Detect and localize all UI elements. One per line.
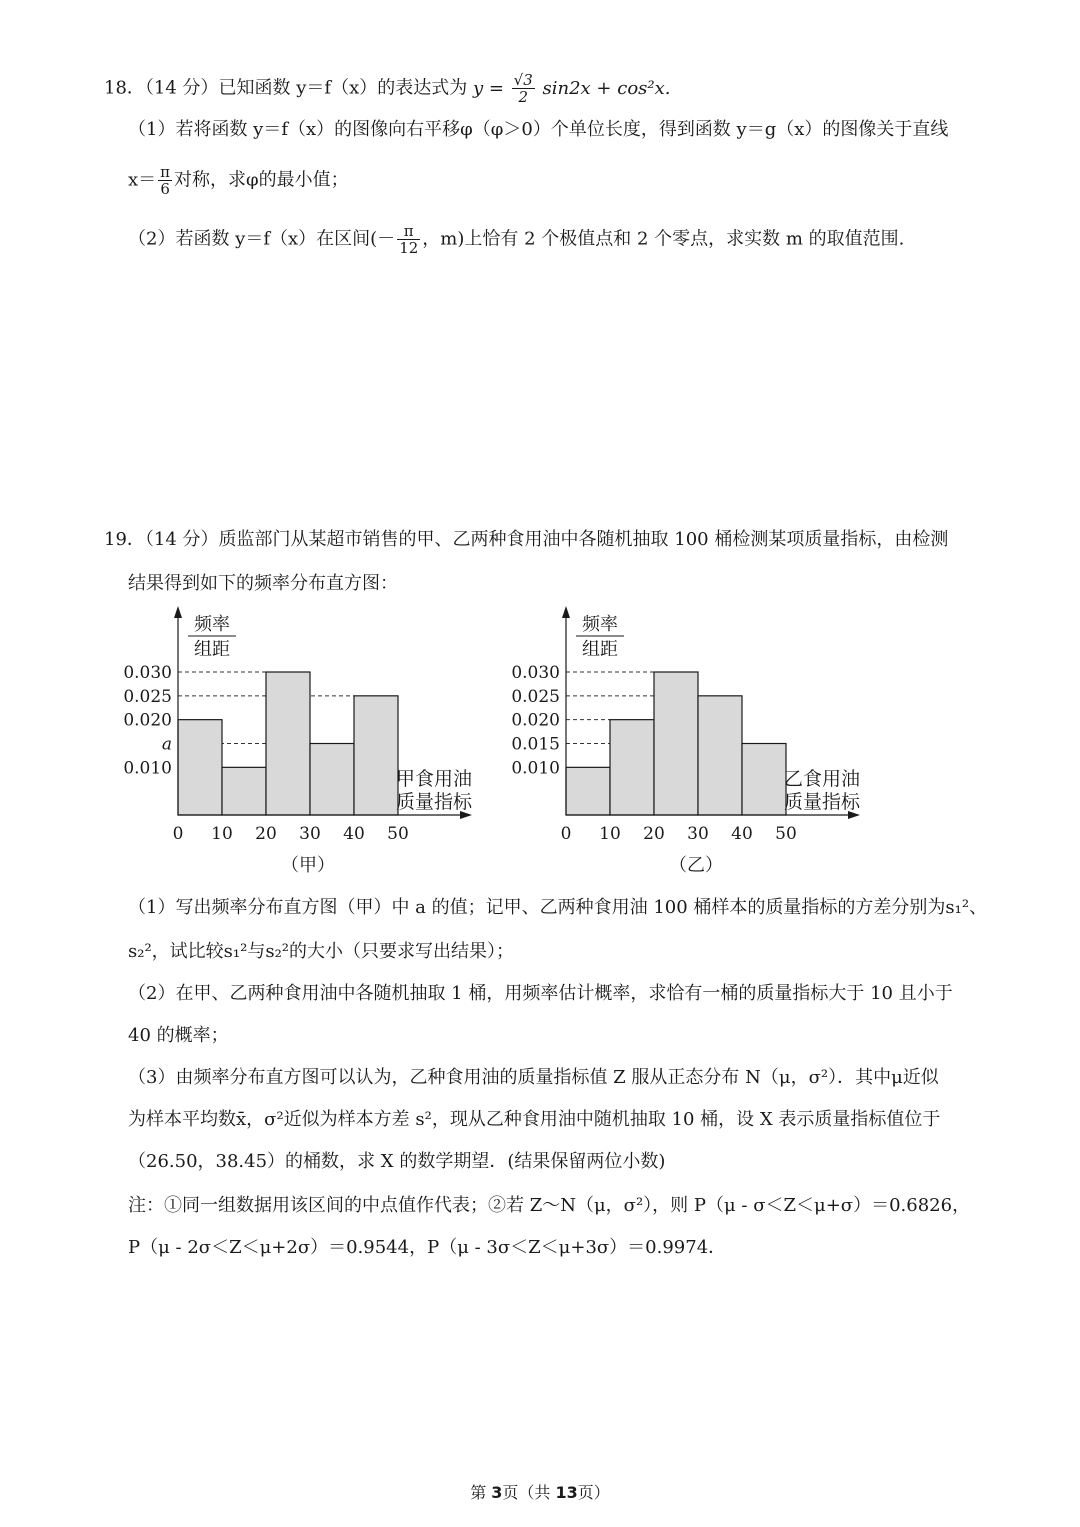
y-axis-arrow — [562, 606, 570, 618]
footer-pre: 第 — [470, 1483, 492, 1502]
y-tick-label-1: 0.025 — [511, 686, 560, 707]
footer-mid: 页（共 — [502, 1483, 556, 1502]
y-tick-label-0: 0.030 — [123, 663, 172, 683]
q18-part1-den: 6 — [160, 180, 170, 198]
q18-formula-fraction — [512, 72, 535, 105]
q18-part2-num: π — [397, 223, 420, 240]
q18-header: 18．（14 分）已知函数 y＝f（x）的表达式为 — [104, 77, 468, 99]
q18-part2 — [128, 223, 904, 256]
q18-formula-num: √3 — [513, 71, 533, 89]
footer-total-pages: 13 — [555, 1483, 578, 1502]
q19-sub3-line2: 为样本平均数x̄，σ²近似为样本方差 s²，现从乙种食用油中随机抽取 10 桶，设 X 表示质量指标值位于 — [128, 1109, 941, 1130]
y-axis-label-top: 频率 — [194, 614, 230, 635]
histogram-yi-svg — [506, 600, 906, 880]
y-axis-arrow — [174, 606, 182, 618]
x-tick-label-10: 10 — [599, 824, 621, 844]
q19-note-line2: P（μ - 2σ＜Z＜μ+2σ）＝0.9544，P（μ - 3σ＜Z＜μ+3σ）＝0.9974． — [128, 1237, 727, 1258]
q18-part1-line2 — [128, 164, 349, 197]
q18-part1-line1: （1）若将函数 y＝f（x）的图像向右平移φ（φ＞0）个单位长度，得到函数 y＝g（x）的图像关于直线 — [128, 119, 949, 140]
bar-40-50 — [742, 744, 786, 816]
bar-0-10 — [566, 767, 610, 815]
y-axis-label-bottom: 组距 — [582, 639, 618, 660]
page-footer — [0, 1480, 1080, 1503]
q18-stem — [104, 72, 670, 105]
x-tick-label-20: 20 — [643, 824, 665, 844]
x-axis-label-line2: 质量指标 — [783, 791, 861, 813]
x-tick-label-0: 0 — [172, 824, 184, 844]
bar-40-50 — [354, 696, 398, 815]
q18-part2-rest: ，m)上恰有 2 个极值点和 2 个零点，求实数 m 的取值范围. — [422, 228, 905, 250]
y-tick-label-2: 0.020 — [123, 710, 172, 731]
chart-caption: （甲） — [281, 855, 335, 876]
bar-30-40 — [698, 696, 742, 815]
footer-page-number: 3 — [491, 1483, 503, 1502]
bar-30-40 — [310, 744, 354, 816]
y-tick-label-4: 0.010 — [123, 758, 172, 779]
y-tick-label-0: 0.030 — [511, 663, 560, 683]
y-tick-label-1: 0.025 — [123, 686, 172, 707]
x-tick-label-50: 50 — [387, 824, 409, 844]
q18-part1-num: π — [160, 163, 171, 181]
y-axis-label-bottom: 组距 — [194, 639, 230, 660]
histogram-jia — [118, 600, 518, 884]
q19-sub2-line1: （2）在甲、乙两种食用油中各随机抽取 1 桶，用频率估计概率，求恰有一桶的质量指标大于 10 且小于 — [128, 983, 953, 1004]
chart-caption: （乙） — [669, 855, 723, 876]
footer-post: 页） — [577, 1483, 610, 1502]
q19-line1: 19．（14 分）质监部门从某超市销售的甲、乙两种食用油中各随机抽取 100 桶检测某项质量指标，由检测 — [104, 529, 949, 550]
bar-20-30 — [654, 672, 698, 815]
q19-line2: 结果得到如下的频率分布直方图： — [128, 573, 398, 594]
x-axis-label-line2: 质量指标 — [395, 791, 473, 813]
x-tick-label-30: 30 — [299, 824, 321, 844]
q19-note-line1: 注：①同一组数据用该区间的中点值作代表；②若 Z～N（μ，σ²），则 P（μ - σ＜Z＜μ+σ）＝0.6826， — [128, 1195, 971, 1216]
bar-10-20 — [222, 767, 266, 815]
q18-part1-fraction — [158, 164, 172, 197]
x-tick-label-50: 50 — [775, 824, 797, 844]
q18-formula-den: 2 — [518, 88, 528, 106]
y-tick-label-2: 0.020 — [511, 710, 560, 731]
q19-sub1-line1: （1）写出频率分布直方图（甲）中 a 的值；记甲、乙两种食用油 100 桶样本的质量指标的方差分别为s₁²、 — [128, 897, 988, 918]
bar-10-20 — [610, 720, 654, 815]
x-tick-label-0: 0 — [560, 824, 572, 844]
x-tick-label-40: 40 — [343, 824, 365, 844]
x-tick-label-10: 10 — [211, 824, 233, 844]
q18-formula-rest: sin2x + cos²x. — [542, 77, 671, 99]
histogram-jia-svg — [118, 600, 518, 880]
bar-20-30 — [266, 672, 310, 815]
q19-sub2-line2: 40 的概率； — [128, 1025, 229, 1046]
q18-part1-rest: 对称，求φ的最小值； — [174, 169, 349, 191]
q19-sub1-line2: s₂²，试比较s₁²与s₂²的大小（只要求写出结果）； — [128, 941, 515, 962]
x-tick-label-40: 40 — [731, 824, 753, 844]
x-tick-label-20: 20 — [255, 824, 277, 844]
histogram-yi — [506, 600, 906, 884]
q18-part2-fraction — [397, 223, 420, 256]
x-tick-label-30: 30 — [687, 824, 709, 844]
q18-part2-den: 12 — [399, 239, 419, 257]
q18-part1-x: x＝ — [128, 169, 157, 191]
q19-sub3-line3: （26.50，38.45）的桶数，求 X 的数学期望．(结果保留两位小数) — [128, 1151, 666, 1172]
bar-0-10 — [178, 720, 222, 815]
q19-sub3-line1: （3）由频率分布直方图可以认为，乙种食用油的质量指标值 Z 服从正态分布 N（μ，σ²）．其中μ近似 — [128, 1067, 939, 1088]
q18-part2-pre: （2）若函数 y＝f（x）在区间(－ — [128, 228, 396, 250]
y-tick-label-4: 0.010 — [511, 758, 560, 779]
x-axis-label-line1: 甲食用油 — [395, 768, 473, 790]
y-tick-label-3: a — [161, 734, 172, 755]
y-tick-label-3: 0.015 — [511, 734, 560, 755]
q18-formula: y = $\frac{√3}{2}$ sin2x + cos²x. — [472, 71, 671, 106]
y-axis-label-top: 频率 — [582, 614, 618, 635]
x-axis-label-line1: 乙食用油 — [783, 768, 861, 790]
